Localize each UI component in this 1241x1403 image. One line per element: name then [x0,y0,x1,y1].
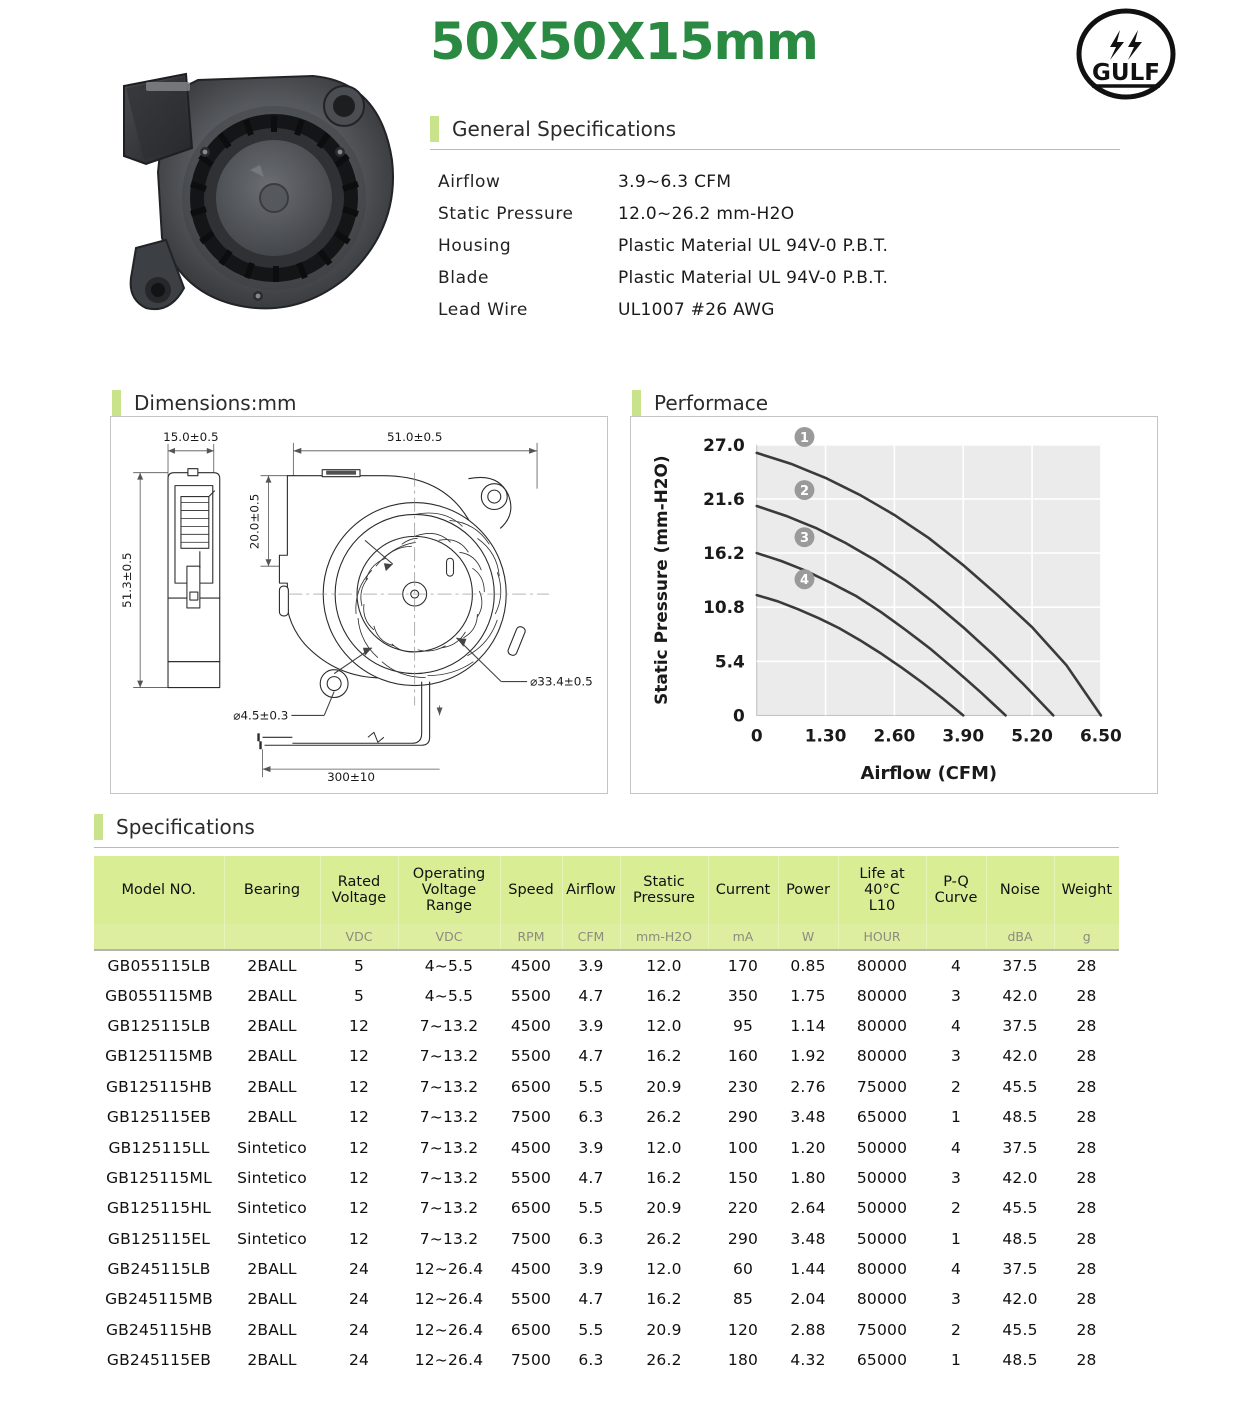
table-cell: 28 [1054,980,1119,1010]
table-cell: 42.0 [986,1163,1054,1193]
table-col-unit [224,924,320,950]
table-cell: 2.04 [778,1284,838,1314]
table-cell: 28 [1054,1224,1119,1254]
y-tick-label: 10.8 [703,597,745,618]
table-cell: 65000 [838,1345,926,1375]
dim-label-height-side: 51.3±0.5 [120,552,135,608]
table-col-header: Life at 40°C L10 [838,856,926,924]
table-units-row [94,924,1119,950]
y-tick-label: 5.4 [714,651,745,672]
gulf-logo [1070,8,1182,100]
table-cell: Sintetico [224,1132,320,1162]
table-cell: 150 [708,1163,778,1193]
table-cell: 4 [926,1132,986,1162]
spec-row-blade [438,262,1038,294]
table-cell: 6500 [500,1072,562,1102]
table-cell: 12 [320,1163,398,1193]
table-cell: 75000 [838,1315,926,1345]
svg-text:4: 4 [799,573,809,589]
chart-x-tick-labels [751,725,1122,745]
table-cell: 4.32 [778,1345,838,1375]
performance-heading [632,390,768,416]
specifications-heading [94,814,255,840]
curve-marker-3 [795,527,815,547]
x-tick-label: 1.30 [804,725,847,746]
table-cell: 28 [1054,1072,1119,1102]
table-cell: 220 [708,1193,778,1223]
table-cell: 2BALL [224,950,320,980]
table-cell: 5 [320,980,398,1010]
table-cell: 24 [320,1315,398,1345]
table-cell: 45.5 [986,1193,1054,1223]
table-cell: 2 [926,1072,986,1102]
curve-marker-1 [795,427,815,447]
performance-title: Performace [654,391,769,415]
general-specifications-rule [430,149,1120,150]
table-cell: 7~13.2 [398,1163,500,1193]
table-col-header: Bearing [224,856,320,924]
table-cell: 1.14 [778,1011,838,1041]
table-col-unit: RPM [500,924,562,950]
table-row [94,980,1119,1010]
table-header-row [94,856,1119,924]
table-cell: 12 [320,1011,398,1041]
table-cell: 5500 [500,980,562,1010]
table-cell: 12.0 [620,1132,708,1162]
table-cell: 12~26.4 [398,1254,500,1284]
chart-y-tick-labels [703,435,745,726]
product-photo [108,52,408,324]
table-cell: 28 [1054,1102,1119,1132]
table-cell: 28 [1054,1132,1119,1162]
table-cell: 26.2 [620,1102,708,1132]
table-cell: 7~13.2 [398,1102,500,1132]
table-cell: 7~13.2 [398,1132,500,1162]
table-col-header: Rated Voltage [320,856,398,924]
table-cell: 4500 [500,950,562,980]
table-cell: 350 [708,980,778,1010]
table-cell: 37.5 [986,950,1054,980]
table-cell: 28 [1054,1345,1119,1375]
table-cell: 2.76 [778,1072,838,1102]
table-cell: GB245115MB [94,1284,224,1314]
table-row [94,1193,1119,1223]
table-col-unit: mm-H2O [620,924,708,950]
table-cell: Sintetico [224,1224,320,1254]
table-cell: 28 [1054,950,1119,980]
table-cell: 12~26.4 [398,1284,500,1314]
table-cell: 85 [708,1284,778,1314]
table-cell: 80000 [838,1284,926,1314]
table-row [94,1224,1119,1254]
table-cell: 26.2 [620,1224,708,1254]
table-cell: 50000 [838,1132,926,1162]
table-cell: 60 [708,1254,778,1284]
specifications-rule [94,847,1119,848]
table-cell: 7~13.2 [398,1193,500,1223]
table-col-unit: HOUR [838,924,926,950]
table-cell: 95 [708,1011,778,1041]
table-cell: 7500 [500,1102,562,1132]
table-cell: 170 [708,950,778,980]
table-cell: 290 [708,1224,778,1254]
table-cell: 6.3 [562,1224,620,1254]
table-cell: 2BALL [224,1041,320,1071]
table-cell: 50000 [838,1193,926,1223]
table-col-header: Static Pressure [620,856,708,924]
spec-value: Plastic Material UL 94V-0 P.B.T. [618,268,889,288]
table-col-header: Noise [986,856,1054,924]
general-specifications-title: General Specifications [452,117,677,141]
table-cell: 3.9 [562,1254,620,1284]
spec-value: 12.0~26.2 mm-H2O [618,204,795,224]
table-cell: 65000 [838,1102,926,1132]
chart-x-axis-label: Airflow (CFM) [860,763,998,785]
x-tick-label: 6.50 [1080,725,1122,746]
table-cell: 12.0 [620,950,708,980]
chart-y-axis-label: Static Pressure (mm-H2O) [651,455,672,705]
table-cell: 45.5 [986,1072,1054,1102]
table-cell: 4 [926,1011,986,1041]
table-col-header: Model NO. [94,856,224,924]
table-cell: 180 [708,1345,778,1375]
table-cell: 5.5 [562,1193,620,1223]
table-cell: 1.20 [778,1132,838,1162]
table-cell: 28 [1054,1041,1119,1071]
table-cell: 20.9 [620,1072,708,1102]
x-tick-label: 0 [750,725,763,746]
table-cell: GB245115EB [94,1345,224,1375]
y-tick-label: 21.6 [703,488,745,509]
table-cell: 16.2 [620,1041,708,1071]
table-cell: 4.7 [562,1041,620,1071]
spec-label: Airflow [438,172,501,192]
dim-label-lead-length: 300±10 [327,770,376,785]
table-row [94,1072,1119,1102]
dim-label-inlet-height: 20.0±0.5 [247,493,262,550]
y-tick-label: 16.2 [703,543,745,564]
table-cell: 0.85 [778,950,838,980]
table-cell: 3 [926,1163,986,1193]
table-cell: 7~13.2 [398,1224,500,1254]
table-col-unit: g [1054,924,1119,950]
table-cell: 5500 [500,1284,562,1314]
y-tick-label: 0 [733,705,745,726]
table-cell: 28 [1054,1011,1119,1041]
table-cell: 230 [708,1072,778,1102]
table-cell: 4500 [500,1132,562,1162]
table-cell: 4~5.5 [398,980,500,1010]
table-cell: GB125115HL [94,1193,224,1223]
table-cell: 6500 [500,1315,562,1345]
table-cell: 3.9 [562,1132,620,1162]
table-cell: 45.5 [986,1315,1054,1345]
table-cell: 2.64 [778,1193,838,1223]
table-cell: 5 [320,950,398,980]
table-cell: 1 [926,1102,986,1132]
table-cell: 3.48 [778,1102,838,1132]
table-cell: GB125115EB [94,1102,224,1132]
spec-value: UL1007 #26 AWG [618,300,775,320]
table-cell: Sintetico [224,1163,320,1193]
spec-row-lead-wire [438,294,1038,326]
table-cell: 48.5 [986,1224,1054,1254]
table-col-header: Operating Voltage Range [398,856,500,924]
table-cell: 2BALL [224,1315,320,1345]
table-cell: 24 [320,1254,398,1284]
table-row [94,1163,1119,1193]
table-cell: 3.9 [562,950,620,980]
table-cell: 7500 [500,1345,562,1375]
table-cell: GB055115LB [94,950,224,980]
table-cell: 48.5 [986,1102,1054,1132]
table-cell: 4 [926,950,986,980]
svg-text:GULF: GULF [1092,60,1160,86]
table-cell: GB245115LB [94,1254,224,1284]
x-tick-label: 3.90 [942,725,985,746]
table-cell: 120 [708,1315,778,1345]
table-cell: 12 [320,1224,398,1254]
table-cell: 20.9 [620,1193,708,1223]
table-col-header: P-Q Curve [926,856,986,924]
table-cell: 48.5 [986,1345,1054,1375]
table-row [94,1284,1119,1314]
table-cell: 7~13.2 [398,1041,500,1071]
specifications-table [94,856,1119,1375]
table-col-unit [94,924,224,950]
dimensions-drawing [111,417,607,793]
table-cell: 80000 [838,1254,926,1284]
table-cell: 80000 [838,1011,926,1041]
table-cell: 3.9 [562,1011,620,1041]
performance-chart-panel [630,416,1158,794]
table-row [94,1315,1119,1345]
table-body [94,950,1119,1375]
page-title: 50X50X15mm [430,13,818,72]
spec-row-static-pressure [438,198,1038,230]
curve-marker-2 [795,480,815,500]
table-col-unit: W [778,924,838,950]
table-row [94,1011,1119,1041]
spec-label: Blade [438,268,490,288]
table-cell: 2.88 [778,1315,838,1345]
table-cell: GB125115LB [94,1011,224,1041]
table-row [94,1345,1119,1375]
table-cell: GB125115LL [94,1132,224,1162]
table-cell: 3 [926,1041,986,1071]
table-row [94,950,1119,980]
table-cell: Sintetico [224,1193,320,1223]
table-cell: 12~26.4 [398,1315,500,1345]
table-cell: 7~13.2 [398,1072,500,1102]
dim-label-impeller-dia: ⌀33.4±0.5 [530,674,593,689]
table-cell: 28 [1054,1193,1119,1223]
table-cell: 3.48 [778,1224,838,1254]
table-cell: 37.5 [986,1254,1054,1284]
table-cell: 4500 [500,1011,562,1041]
table-cell: 12.0 [620,1011,708,1041]
spec-value: Plastic Material UL 94V-0 P.B.T. [618,236,889,256]
table-cell: 16.2 [620,1163,708,1193]
table-cell: 5.5 [562,1072,620,1102]
table-cell: 290 [708,1102,778,1132]
table-row [94,1041,1119,1071]
table-cell: 2BALL [224,1254,320,1284]
table-col-unit [926,924,986,950]
spec-label: Housing [438,236,512,256]
table-cell: 42.0 [986,1284,1054,1314]
table-cell: 3 [926,980,986,1010]
table-cell: 1.80 [778,1163,838,1193]
dim-label-width-front: 51.0±0.5 [386,429,443,444]
table-cell: 5.5 [562,1315,620,1345]
section-accent-bar [430,116,439,142]
section-accent-bar [632,390,641,416]
table-cell: 4.7 [562,1284,620,1314]
general-specifications-list [438,166,1038,326]
table-cell: GB245115HB [94,1315,224,1345]
table-cell: 6.3 [562,1102,620,1132]
table-cell: 7~13.2 [398,1011,500,1041]
table-cell: 3 [926,1284,986,1314]
table-cell: 6500 [500,1193,562,1223]
table-cell: GB055115MB [94,980,224,1010]
table-cell: 2BALL [224,1072,320,1102]
spec-row-airflow [438,166,1038,198]
table-cell: 4.7 [562,1163,620,1193]
x-tick-label: 2.60 [873,725,916,746]
table-cell: 20.9 [620,1315,708,1345]
table-cell: 2 [926,1315,986,1345]
table-cell: 4~5.5 [398,950,500,980]
table-cell: 1.44 [778,1254,838,1284]
svg-text:1: 1 [799,430,809,446]
table-cell: 28 [1054,1315,1119,1345]
table-row [94,1132,1119,1162]
table-col-unit: dBA [986,924,1054,950]
performance-chart [631,417,1157,793]
table-cell: 28 [1054,1284,1119,1314]
table-cell: 4500 [500,1254,562,1284]
table-col-header: Current [708,856,778,924]
table-cell: 1.92 [778,1041,838,1071]
table-cell: 12 [320,1132,398,1162]
table-cell: 24 [320,1284,398,1314]
specifications-title: Specifications [116,815,255,839]
y-tick-label: 27.0 [703,434,745,455]
table-cell: 2BALL [224,1284,320,1314]
section-accent-bar [94,814,103,840]
svg-text:3: 3 [799,531,809,547]
table-cell: 2 [926,1193,986,1223]
spec-value: 3.9~6.3 CFM [618,172,732,192]
table-col-header: Speed [500,856,562,924]
table-cell: 50000 [838,1163,926,1193]
x-tick-label: 5.20 [1011,725,1053,746]
table-cell: 4.7 [562,980,620,1010]
table-cell: GB125115HB [94,1072,224,1102]
table-cell: 12 [320,1041,398,1071]
table-cell: 12 [320,1102,398,1132]
table-cell: 12~26.4 [398,1345,500,1375]
table-cell: 16.2 [620,980,708,1010]
table-cell: 12.0 [620,1254,708,1284]
table-cell: 16.2 [620,1284,708,1314]
table-cell: 12 [320,1072,398,1102]
table-cell: 28 [1054,1254,1119,1284]
table-cell: GB125115EL [94,1224,224,1254]
table-cell: 42.0 [986,980,1054,1010]
table-col-unit: mA [708,924,778,950]
table-cell: 1 [926,1224,986,1254]
table-cell: 5500 [500,1163,562,1193]
table-cell: 50000 [838,1224,926,1254]
table-row [94,1102,1119,1132]
dimensions-heading [112,390,296,416]
table-col-header: Weight [1054,856,1119,924]
table-cell: GB125115MB [94,1041,224,1071]
table-cell: 75000 [838,1072,926,1102]
table-cell: GB125115ML [94,1163,224,1193]
spec-label: Lead Wire [438,300,528,320]
table-cell: 100 [708,1132,778,1162]
table-head [94,856,1119,950]
table-col-unit: VDC [398,924,500,950]
spec-row-housing [438,230,1038,262]
table-cell: 26.2 [620,1345,708,1375]
table-cell: 160 [708,1041,778,1071]
table-cell: 37.5 [986,1132,1054,1162]
table-cell: 1.75 [778,980,838,1010]
table-cell: 28 [1054,1163,1119,1193]
table-cell: 80000 [838,950,926,980]
table-row [94,1254,1119,1284]
table-cell: 80000 [838,1041,926,1071]
table-col-unit: CFM [562,924,620,950]
table-cell: 2BALL [224,1102,320,1132]
section-accent-bar [112,390,121,416]
table-cell: 24 [320,1345,398,1375]
table-cell: 37.5 [986,1011,1054,1041]
table-col-header: Power [778,856,838,924]
table-cell: 5500 [500,1041,562,1071]
curve-marker-4 [795,569,815,589]
svg-text:2: 2 [799,484,809,500]
table-cell: 1 [926,1345,986,1375]
table-cell: 2BALL [224,980,320,1010]
table-col-unit: VDC [320,924,398,950]
dim-label-hole-dia: ⌀4.5±0.3 [233,708,289,723]
table-cell: 2BALL [224,1345,320,1375]
spec-label: Static Pressure [438,204,574,224]
table-col-header: Airflow [562,856,620,924]
table-cell: 7500 [500,1224,562,1254]
general-specifications-heading [430,116,676,142]
table-cell: 42.0 [986,1041,1054,1071]
table-cell: 80000 [838,980,926,1010]
table-cell: 4 [926,1254,986,1284]
table-cell: 12 [320,1193,398,1223]
table-cell: 6.3 [562,1345,620,1375]
table-cell: 2BALL [224,1011,320,1041]
dimensions-title: Dimensions:mm [134,391,297,415]
dimensions-drawing-panel [110,416,608,794]
dim-label-width-side: 15.0±0.5 [163,429,219,444]
